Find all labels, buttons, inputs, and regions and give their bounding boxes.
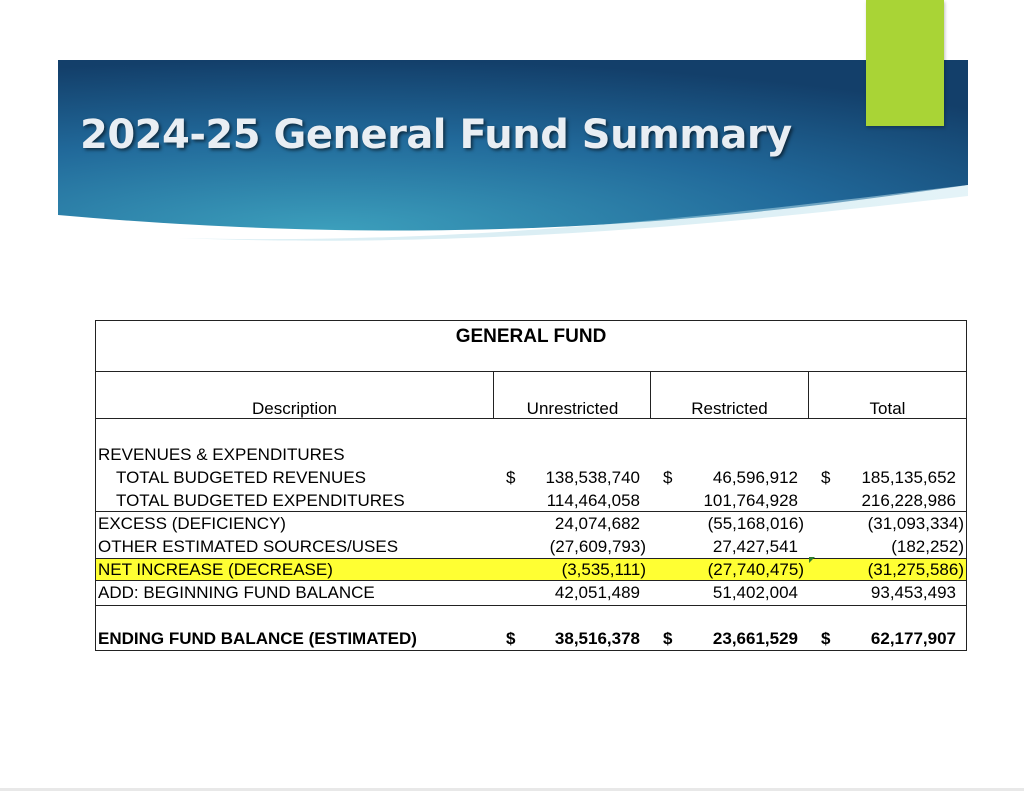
cell-restricted: 101,764,928 [703, 491, 798, 510]
accent-tab [866, 0, 944, 126]
slide-title: 2024-25 General Fund Summary [80, 112, 792, 158]
ending-total: 62,177,907 [870, 629, 956, 648]
ending-restricted: 23,661,529 [712, 629, 798, 648]
cell-total: 216,228,986 [861, 491, 956, 510]
row-label: TOTAL BUDGETED EXPENDITURES [116, 491, 405, 510]
currency-symbol: $ [663, 629, 673, 648]
cell-restricted: (55,168,016) [707, 514, 804, 533]
section-label: REVENUES & EXPENDITURES [98, 445, 345, 464]
divider [96, 511, 966, 512]
cell-restricted: 27,427,541 [712, 537, 798, 556]
row-label: OTHER ESTIMATED SOURCES/USES [98, 537, 399, 556]
header-restricted: Restricted [691, 399, 768, 418]
row-label: TOTAL BUDGETED REVENUES [116, 468, 367, 487]
currency-symbol: $ [506, 629, 516, 648]
divider [96, 605, 966, 606]
cell-total: 185,135,652 [861, 468, 956, 487]
cell-unrestricted: (3,535,111) [561, 560, 646, 579]
currency-symbol: $ [821, 468, 831, 487]
table-title: GENERAL FUND [455, 326, 607, 347]
general-fund-table [95, 320, 967, 651]
ending-unrestricted: 38,516,378 [554, 629, 640, 648]
row-label: NET INCREASE (DECREASE) [98, 560, 333, 579]
currency-symbol: $ [663, 468, 673, 487]
cell-unrestricted: 114,464,058 [546, 491, 640, 510]
currency-symbol: $ [821, 629, 831, 648]
ending-label: ENDING FUND BALANCE (ESTIMATED) [98, 629, 417, 648]
cell-restricted: (27,740,475) [707, 560, 804, 579]
row-label: EXCESS (DEFICIENCY) [98, 514, 286, 533]
header-total: Total [869, 399, 906, 418]
cell-total: 93,453,493 [870, 583, 956, 602]
cell-total: (31,275,586) [867, 560, 964, 579]
cell-unrestricted: 138,538,740 [545, 468, 640, 487]
divider [96, 371, 966, 372]
cell-unrestricted: (27,609,793) [549, 537, 646, 556]
error-flag-icon [809, 557, 815, 563]
cell-unrestricted: 42,051,489 [554, 583, 640, 602]
currency-symbol: $ [506, 468, 516, 487]
cell-restricted: 51,402,004 [712, 583, 798, 602]
row-label: ADD: BEGINNING FUND BALANCE [98, 583, 375, 602]
cell-total: (182,252) [891, 537, 964, 556]
header-unrestricted: Unrestricted [526, 399, 619, 418]
header-description: Description [251, 399, 338, 418]
cell-total: (31,093,334) [867, 514, 964, 533]
cell-restricted: 46,596,912 [712, 468, 798, 487]
cell-unrestricted: 24,074,682 [554, 514, 640, 533]
